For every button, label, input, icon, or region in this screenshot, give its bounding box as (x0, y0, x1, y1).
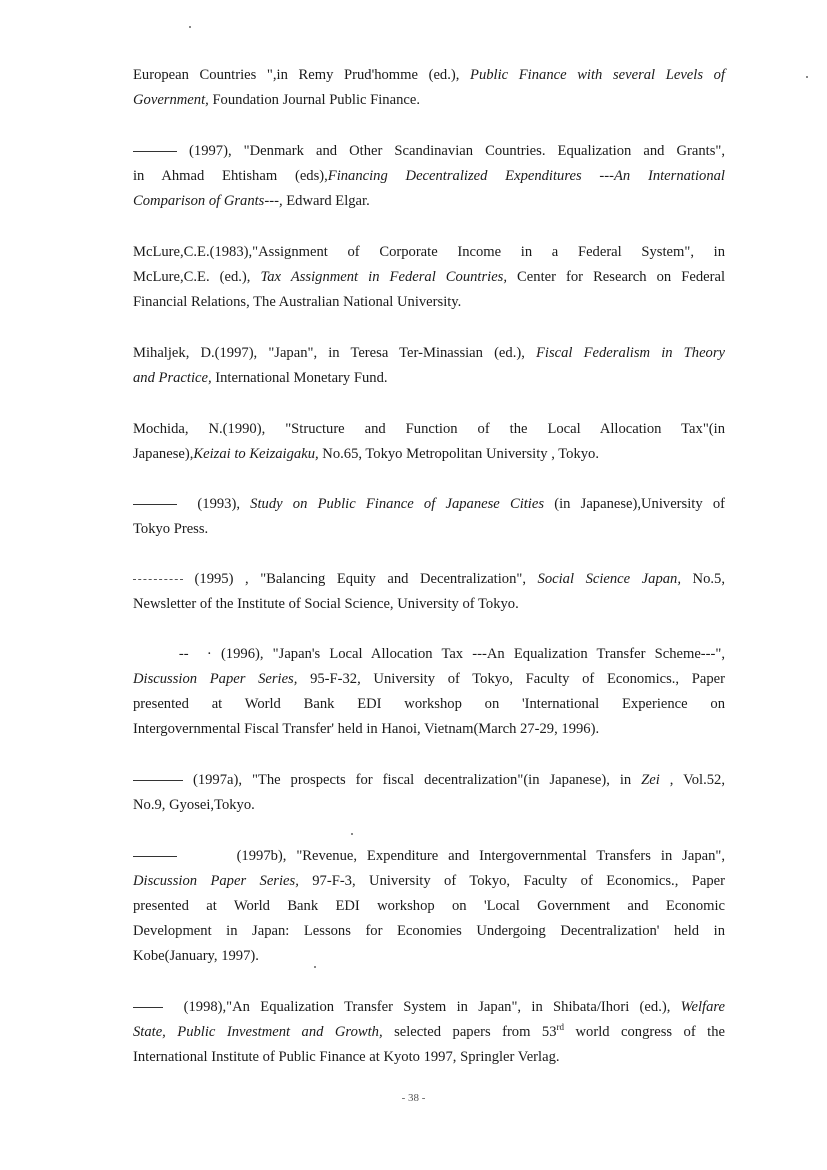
reference-line (133, 995, 725, 1020)
reference-text: Japanese), (133, 446, 194, 462)
reference-text: Mihaljek, D.(1997), "Japan", in Teresa Ter-Minassian (ed.), (133, 345, 536, 361)
reference-text: Financial Relations, The Australian National University. (133, 294, 462, 310)
italic-title-text: Financing Decentralized Expenditures ---An International (327, 168, 725, 184)
reference-line (133, 592, 725, 617)
reference-text: (1993), (177, 496, 251, 512)
reference-text: 95-F-32, University of Tokyo, Faculty of Economics., Paper (297, 671, 725, 687)
page-number: - 38 - (401, 1092, 426, 1104)
italic-title-text: Social Science Japan, (537, 571, 681, 587)
reference-text: No.9, Gyosei,Tokyo. (133, 797, 255, 813)
italic-title-text: Welfare (680, 999, 725, 1015)
italic-title-text: Zei (641, 772, 660, 788)
ditto-dash (133, 579, 183, 580)
reference-line (133, 894, 725, 919)
reference-line (133, 919, 725, 944)
reference-line (133, 717, 725, 742)
reference-line (133, 164, 725, 189)
italic-title-text: Discussion Paper Series, (133, 671, 298, 687)
reference-text: 97-F-3, University of Tokyo, Faculty of Economics., Paper (298, 873, 725, 889)
reference-text: world congress of the (564, 1024, 725, 1040)
reference-entry (133, 492, 725, 542)
reference-line (133, 442, 725, 467)
reference-entry (133, 567, 725, 617)
reference-text: (1997), "Denmark and Other Scandinavian Countries. Equalization and Grants", (177, 143, 725, 159)
reference-text: , Vol.52, (659, 772, 725, 788)
reference-text: Development in Japan: Lessons for Economies Undergoing Decentralization' held in (133, 923, 725, 939)
reference-line (133, 492, 725, 517)
reference-line (133, 1020, 725, 1045)
reference-text: Mochida, N.(1990), "Structure and Function of the Local Allocation Tax"(in (133, 421, 725, 437)
reference-line (133, 265, 725, 290)
reference-entry (133, 768, 725, 818)
italic-title-text: and Practice, (133, 370, 212, 386)
scan-speck (351, 833, 353, 835)
reference-line (133, 793, 725, 818)
superscript-text: rd (556, 1022, 565, 1033)
reference-line (133, 869, 725, 894)
reference-entry (133, 63, 725, 113)
reference-text: (1997b), "Revenue, Expenditure and Intergovernmental Transfers in Japan", (177, 848, 725, 864)
reference-line (133, 189, 725, 214)
reference-line (133, 567, 725, 592)
reference-text: (1997a), "The prospects for fiscal decentralization"(in Japanese), in (183, 772, 642, 788)
reference-text: (1995) , "Balancing Equity and Decentralization", (183, 571, 538, 587)
reference-text: Kobe(January, 1997). (133, 948, 259, 964)
reference-line (133, 366, 725, 391)
reference-entry (133, 417, 725, 467)
reference-line (133, 139, 725, 164)
reference-text: (1998),"An Equalization Transfer System in Japan", in Shibata/Ihori (ed.), (163, 999, 681, 1015)
ditto-dash (133, 856, 177, 857)
reference-line (133, 63, 725, 88)
reference-text: selected papers from 53 (382, 1024, 557, 1040)
reference-line (133, 88, 725, 113)
reference-text: International Monetary Fund. (211, 370, 388, 386)
italic-title-text: Public Finance with several Levels of (470, 67, 725, 83)
reference-text: No.65, Tokyo Metropolitan University , Tokyo. (318, 446, 599, 462)
italic-title-text: Fiscal Federalism in Theory (536, 345, 726, 361)
italic-title-text: Study on Public Finance of Japanese Cities (250, 496, 545, 512)
reference-text: Center for Research on Federal (507, 269, 725, 285)
reference-line (133, 642, 725, 667)
ditto-dash (133, 1007, 163, 1008)
reference-line (133, 667, 725, 692)
scan-speck (189, 26, 191, 28)
reference-line (133, 844, 725, 869)
italic-title-text: Government, (133, 92, 209, 108)
reference-text: presented at World Bank EDI workshop on 'International Experience on (133, 696, 725, 712)
ditto-dash (133, 151, 177, 152)
ditto-dash (133, 504, 177, 505)
reference-text: Edward Elgar. (282, 193, 370, 209)
reference-entry (133, 341, 725, 391)
reference-line (133, 768, 725, 793)
reference-line (133, 1045, 725, 1070)
reference-line (133, 240, 725, 265)
scan-speck (314, 966, 316, 968)
reference-text: (in Japanese),University of (544, 496, 725, 512)
reference-line (133, 417, 725, 442)
italic-title-text: Tax Assignment in Federal Countries, (260, 269, 508, 285)
ditto-dash (133, 780, 183, 781)
reference-entry (133, 139, 725, 214)
reference-line (133, 517, 725, 542)
reference-line (133, 341, 725, 366)
reference-text: McLure,C.E.(1983),"Assignment of Corporate Income in a Federal System", in (133, 244, 725, 260)
reference-text: European Countries ",in Remy Prud'homme (ed.), (133, 67, 471, 83)
reference-text: Foundation Journal Public Finance. (208, 92, 420, 108)
reference-text: presented at World Bank EDI workshop on 'Local Government and Economic (133, 898, 725, 914)
reference-entry (133, 240, 725, 315)
reference-entry (133, 844, 725, 969)
italic-title-text: Comparison of Grants---, (133, 193, 283, 209)
reference-text: Intergovernmental Fiscal Transfer' held in Hanoi, Vietnam(March 27-29, 1996). (133, 721, 600, 737)
reference-line (133, 290, 725, 315)
reference-line (133, 692, 725, 717)
italic-title-text: Discussion Paper Series, (133, 873, 299, 889)
italic-title-text: State, Public Investment and Growth, (133, 1024, 383, 1040)
reference-text: -- · (1996), "Japan's Local Allocation Tax ---An Equalization Transfer Scheme---", (133, 646, 725, 662)
reference-text: McLure,C.E. (ed.), (133, 269, 261, 285)
reference-text: International Institute of Public Finance at Kyoto 1997, Springler Verlag. (133, 1049, 560, 1065)
reference-text: Newsletter of the Institute of Social Science, University of Tokyo. (133, 596, 519, 612)
reference-text: Tokyo Press. (133, 521, 209, 537)
reference-entry (133, 995, 725, 1070)
reference-line (133, 944, 725, 969)
scan-speck (806, 76, 808, 78)
reference-text: in Ahmad Ehtisham (eds), (133, 168, 328, 184)
italic-title-text: Keizai to Keizaigaku, (193, 446, 319, 462)
reference-text: No.5, (681, 571, 725, 587)
reference-entry (133, 642, 725, 742)
